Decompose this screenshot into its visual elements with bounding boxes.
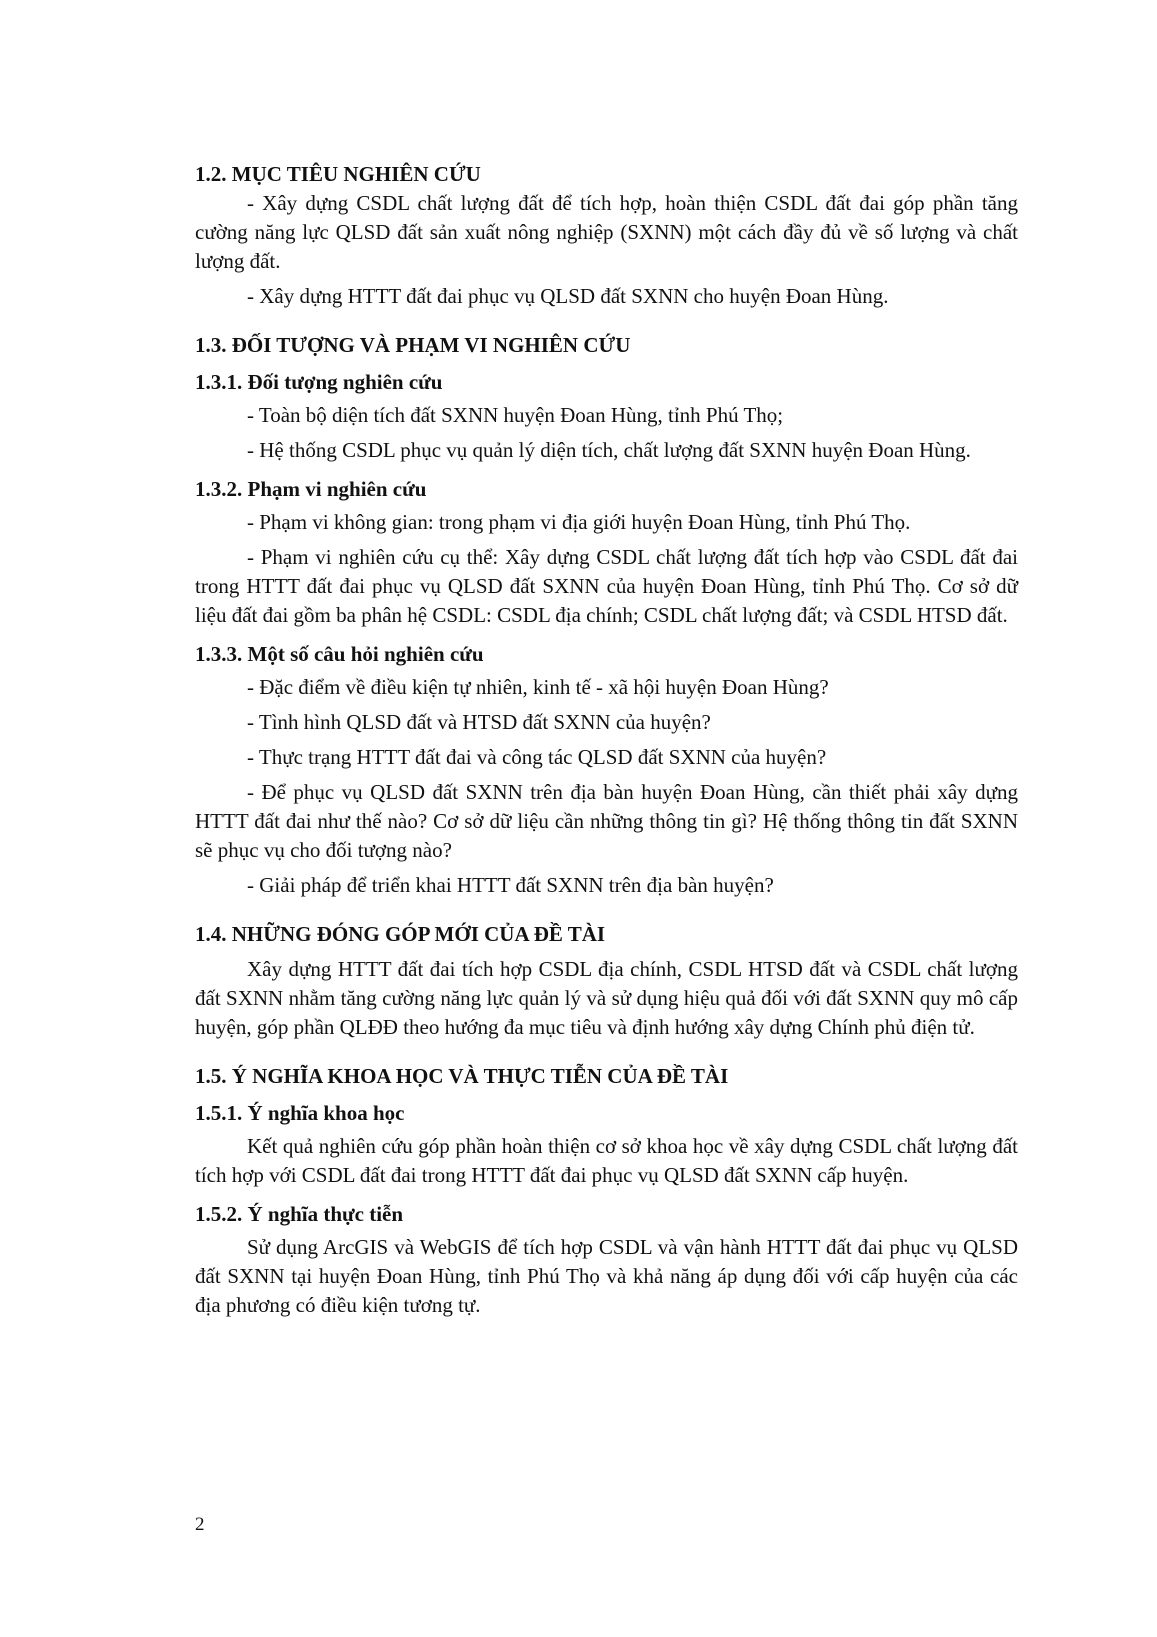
section-heading-1-5: 1.5. Ý NGHĨA KHOA HỌC VÀ THỰC TIỄN CỦA ĐỀ TÀI [195, 1064, 729, 1088]
subsection-heading-1-3-2: 1.3.2. Phạm vi nghiên cứu [195, 477, 427, 501]
section-heading-1-4: 1.4. NHỮNG ĐÓNG GÓP MỚI CỦA ĐỀ TÀI [195, 922, 606, 946]
paragraph: - Thực trạng HTTT đất đai và công tác QLSD đất SXNN của huyện? [247, 745, 827, 769]
paragraph: - Đặc điểm về điều kiện tự nhiên, kinh tế - xã hội huyện Đoan Hùng? [247, 675, 829, 699]
paragraph: - Xây dựng HTTT đất đai phục vụ QLSD đất SXNN cho huyện Đoan Hùng. [247, 284, 889, 308]
paragraph: - Phạm vi nghiên cứu cụ thể: Xây dựng CSDL chất lượng đất tích hợp vào CSDL đất đai trong HTTT đất đai phục vụ QLSD đất SXNN của huyện Đoan Hùng, tỉnh Phú Thọ. Cơ sở dữ liệu đất đai gồm ba phân hệ CSDL: CSDL địa chính; CSDL chất lượng đất; và CSDL HTSD đất. [195, 545, 1018, 627]
paragraph: - Phạm vi không gian: trong phạm vi địa giới huyện Đoan Hùng, tỉnh Phú Thọ. [247, 510, 911, 534]
paragraph: - Hệ thống CSDL phục vụ quản lý diện tích, chất lượng đất SXNN huyện Đoan Hùng. [247, 438, 971, 462]
section-heading-1-2: 1.2. MỤC TIÊU NGHIÊN CỨU [195, 162, 481, 186]
paragraph: - Giải pháp để triển khai HTTT đất SXNN trên địa bàn huyện? [247, 873, 774, 897]
paragraph: Kết quả nghiên cứu góp phần hoàn thiện cơ sở khoa học về xây dựng CSDL chất lượng đất tích hợp với CSDL đất đai trong HTTT đất đai phục vụ QLSD đất SXNN cấp huyện. [195, 1134, 1018, 1187]
page-body [195, 160, 1018, 1320]
subsection-heading-1-3-3: 1.3.3. Một số câu hỏi nghiên cứu [195, 642, 484, 666]
paragraph: - Để phục vụ QLSD đất SXNN trên địa bàn huyện Đoan Hùng, cần thiết phải xây dựng HTTT đất đai như thế nào? Cơ sở dữ liệu cần những thông tin gì? Hệ thống thông tin đất SXNN sẽ phục vụ cho đối tượng nào? [195, 780, 1018, 862]
paragraph: Sử dụng ArcGIS và WebGIS để tích hợp CSDL và vận hành HTTT đất đai phục vụ QLSD đất SXNN tại huyện Đoan Hùng, tỉnh Phú Thọ và khả năng áp dụng đối với cấp huyện của các địa phương có điều kiện tương tự. [195, 1235, 1018, 1317]
paragraph: - Xây dựng CSDL chất lượng đất để tích hợp, hoàn thiện CSDL đất đai góp phần tăng cường năng lực QLSD đất sản xuất nông nghiệp (SXNN) một cách đầy đủ về số lượng và chất lượng đất. [195, 191, 1018, 273]
subsection-heading-1-5-2: 1.5.2. Ý nghĩa thực tiễn [195, 1202, 404, 1226]
paragraph: - Toàn bộ diện tích đất SXNN huyện Đoan Hùng, tỉnh Phú Thọ; [247, 403, 784, 427]
paragraph: Xây dựng HTTT đất đai tích hợp CSDL địa chính, CSDL HTSD đất và CSDL chất lượng đất SXNN nhằm tăng cường năng lực quản lý và sử dụng hiệu quả đối với đất SXNN quy mô cấp huyện, góp phần QLĐĐ theo hướng đa mục tiêu và định hướng xây dựng Chính phủ điện tử. [195, 957, 1018, 1039]
paragraph: - Tình hình QLSD đất và HTSD đất SXNN của huyện? [247, 710, 711, 734]
page-number: 2 [195, 1514, 205, 1535]
section-heading-1-3: 1.3. ĐỐI TƯỢNG VÀ PHẠM VI NGHIÊN CỨU [195, 333, 631, 357]
subsection-heading-1-3-1: 1.3.1. Đối tượng nghiên cứu [195, 370, 443, 394]
subsection-heading-1-5-1: 1.5.1. Ý nghĩa khoa học [195, 1101, 405, 1125]
